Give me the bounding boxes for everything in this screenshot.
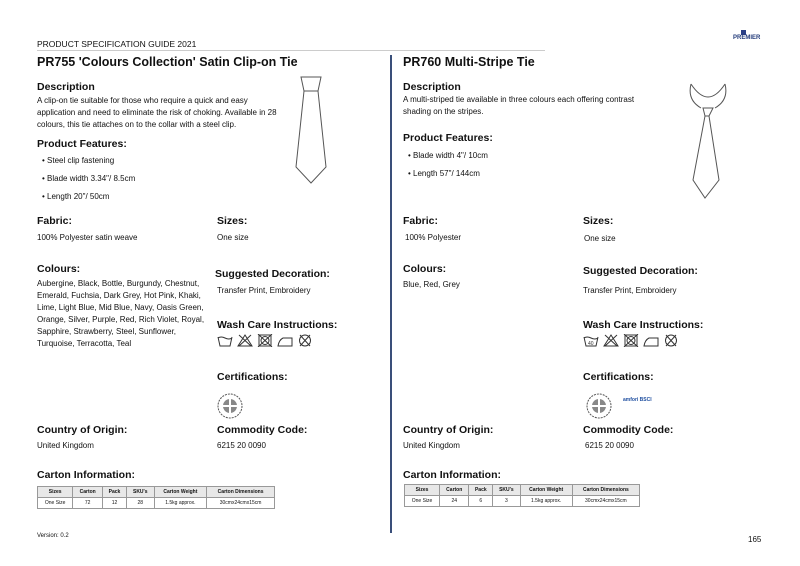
no-tumble-dry-icon — [623, 334, 639, 347]
certifications-heading: Certifications: — [217, 371, 288, 383]
iron-icon — [277, 334, 293, 347]
commodity-heading: Commodity Code: — [217, 424, 308, 436]
wash-tub-icon — [217, 334, 233, 347]
no-dry-clean-icon — [297, 334, 313, 347]
colours-heading: Colours: — [37, 263, 81, 275]
no-bleach-icon — [603, 334, 619, 347]
feature-item: • Blade width 3.34"/ 8.5cm — [42, 174, 136, 183]
product-title: PR755 'Colours Collection' Satin Clip-on Tie — [37, 55, 298, 69]
wash-care-icons — [583, 334, 679, 347]
description-text: A multi-striped tie available in three colours each offering contrast shading on the stripes. — [403, 95, 635, 116]
carton-heading: Carton Information: — [37, 469, 135, 481]
feature-item: • Steel clip fastening — [42, 156, 115, 165]
no-dry-clean-icon — [663, 334, 679, 347]
features-heading: Product Features: — [403, 132, 493, 144]
guide-title: PRODUCT SPECIFICATION GUIDE 2021 — [37, 39, 197, 49]
fabric-heading: Fabric: — [403, 215, 439, 227]
page-number: 165 — [748, 535, 762, 544]
premier-logo: PREMIER — [733, 30, 760, 41]
decoration-value: Transfer Print, Embroidery — [217, 286, 311, 295]
carton-table: Sizes Carton Pack SKU's Carton Weight Carton Dimensions One Size 24 6 3 1.5kg approx. 30cmx24cmx15cm — [404, 484, 640, 507]
carton-heading: Carton Information: — [403, 469, 501, 481]
sizes-value: One size — [217, 233, 249, 242]
clip-on-tie-image — [288, 75, 334, 187]
made-in-uk-badge — [586, 393, 612, 419]
certifications-heading: Certifications: — [583, 371, 654, 383]
no-bleach-icon — [237, 334, 253, 347]
feature-item: • Length 20"/ 50cm — [42, 192, 110, 201]
multi-stripe-tie-image — [683, 80, 733, 202]
product-title: PR760 Multi-Stripe Tie — [403, 55, 535, 69]
decoration-heading: Suggested Decoration: — [583, 265, 698, 277]
country-value: United Kingdom — [403, 441, 460, 450]
sizes-heading: Sizes: — [217, 215, 248, 227]
description-heading: Description — [403, 81, 461, 93]
commodity-value: 6215 20 0090 — [585, 441, 634, 450]
iron-icon — [643, 334, 659, 347]
fabric-value: 100% Polyester — [405, 233, 462, 242]
sizes-value: One size — [584, 234, 616, 243]
svg-text:40: 40 — [588, 341, 594, 347]
column-divider — [390, 55, 392, 533]
commodity-heading: Commodity Code: — [583, 424, 674, 436]
colours-value: Aubergine, Black, Bottle, Burgundy, Chestnut, Emerald, Fuchsia, Dark Grey, Hot Pink, Khaki, Lime, Light Blue, Mid Blue, Navy, Oasis Green, Orange, Silver, Purple, Red, Rich Violet, Royal, Sapphire, Strawberry, Steel, Sunflower, Turquoise, Terracotta, Teal — [37, 279, 205, 348]
wash-care-heading: Wash Care Instructions: — [583, 319, 704, 331]
header-divider — [37, 50, 545, 51]
colours-heading: Colours: — [403, 263, 447, 275]
made-in-uk-badge — [217, 393, 243, 419]
wash-care-heading: Wash Care Instructions: — [217, 319, 338, 331]
country-heading: Country of Origin: — [37, 424, 128, 436]
fabric-value: 100% Polyester satin weave — [37, 233, 138, 242]
features-heading: Product Features: — [37, 138, 127, 150]
commodity-value: 6215 20 0090 — [217, 441, 266, 450]
table-row: One Size 24 6 3 1.5kg approx. 30cmx24cmx15cm — [405, 496, 640, 507]
amfori-bsci-logo: amfori BSCI — [623, 397, 652, 403]
country-heading: Country of Origin: — [403, 424, 494, 436]
colours-value: Blue, Red, Grey — [403, 280, 460, 289]
feature-item: • Length 57"/ 144cm — [408, 169, 480, 178]
sizes-heading: Sizes: — [583, 215, 614, 227]
no-tumble-dry-icon — [257, 334, 273, 347]
carton-table: Sizes Carton Pack SKU's Carton Weight Carton Dimensions One Size 72 12 28 1.5kg approx. 30cmx24cmx15cm — [37, 486, 275, 509]
wash-40-icon — [583, 334, 599, 347]
country-value: United Kingdom — [37, 441, 94, 450]
decoration-value: Transfer Print, Embroidery — [583, 286, 677, 295]
version-label: Version: 0.2 — [37, 533, 69, 539]
description-text: A clip-on tie suitable for those who require a quick and easy application and need to eliminate the risk of choking. Available in 28 colours, this tie attaches on to the collar with a steel clip. — [37, 96, 277, 129]
wash-care-icons — [217, 334, 313, 347]
description-heading: Description — [37, 81, 95, 93]
fabric-heading: Fabric: — [37, 215, 73, 227]
table-row: One Size 72 12 28 1.5kg approx. 30cmx24cmx15cm — [38, 498, 275, 509]
decoration-heading: Suggested Decoration: — [215, 268, 330, 280]
feature-item: • Blade width 4"/ 10cm — [408, 151, 488, 160]
